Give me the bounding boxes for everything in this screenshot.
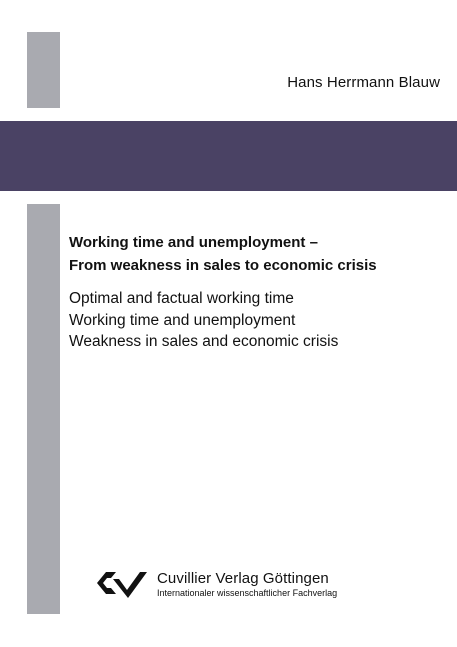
subtitle-line-1: Optimal and factual working time: [69, 290, 294, 307]
left-side-bar: [27, 204, 60, 614]
subtitle-list: [69, 288, 439, 353]
cover-band: [0, 121, 457, 191]
top-side-bar: [27, 32, 60, 108]
title-line-2: From weakness in sales to economic crisis: [69, 257, 377, 274]
publisher-name: Cuvillier Verlag Göttingen: [157, 570, 329, 587]
subtitle-line-2: Working time and unemployment: [69, 311, 296, 329]
cv-monogram-icon: [94, 566, 150, 600]
subtitle-line-3: Weakness in sales and economic crisis: [69, 333, 339, 350]
author-name: Hans Herrmann Blauw: [287, 74, 440, 91]
title-line-1: Working time and unemployment –: [69, 234, 318, 251]
book-title: [69, 231, 439, 277]
publisher-tagline: Internationaler wissenschaftlicher Fachverlag: [157, 588, 338, 598]
